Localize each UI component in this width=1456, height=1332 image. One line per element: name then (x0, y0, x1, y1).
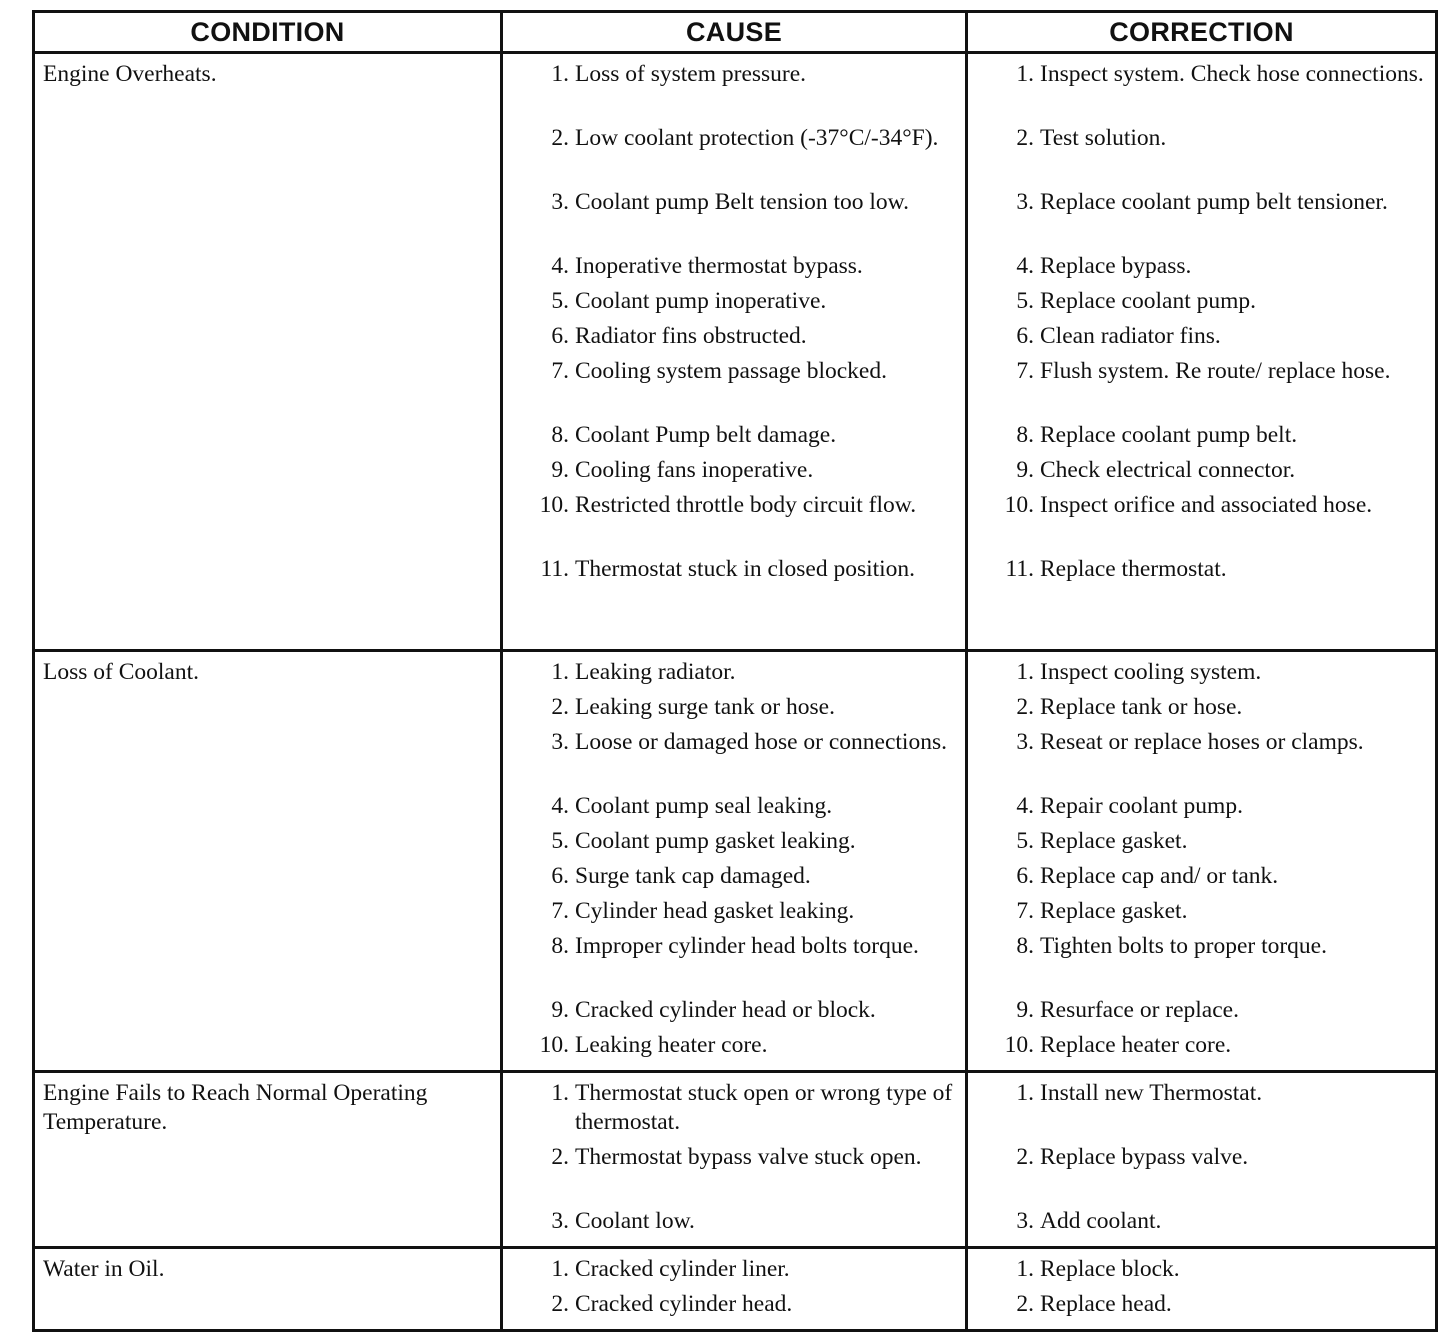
cause-item-text: Thermostat stuck in closed position. (575, 556, 916, 582)
cause-list (503, 652, 965, 1070)
cause-item (513, 1079, 957, 1143)
correction-item (978, 252, 1427, 287)
correction-list (968, 1249, 1435, 1329)
correction-item-number: 1. (1016, 61, 1034, 87)
cause-item-text: Low coolant protection (-37°C/-34°F). (575, 125, 939, 151)
correction-item-number: 1. (1016, 1256, 1034, 1282)
condition-cell: Engine Overheats. (34, 53, 502, 651)
header-row (34, 12, 1437, 53)
cause-item-text: Thermostat stuck open or wrong type of thermostat. (575, 1080, 953, 1135)
correction-item-text: Inspect system. Check hose connections. (1040, 61, 1424, 87)
cause-item-number: 2. (551, 1144, 569, 1170)
correction-item (978, 456, 1427, 491)
cause-item-number: 3. (551, 729, 569, 755)
cause-item-number: 1. (551, 1256, 569, 1282)
correction-item-number: 2. (1016, 125, 1034, 151)
correction-item (978, 555, 1427, 619)
cause-item-number: 6. (551, 863, 569, 889)
correction-item-number: 1. (1016, 659, 1034, 685)
cause-cell (502, 1072, 967, 1248)
table-row (34, 1248, 1437, 1331)
correction-item-text: Replace tank or hose. (1040, 694, 1243, 720)
correction-item-number: 7. (1016, 898, 1034, 924)
cause-item (513, 357, 957, 421)
cause-item-text: Restricted throttle body circuit flow. (575, 492, 917, 518)
cause-cell (502, 53, 967, 651)
diagnosis-chart (32, 10, 1435, 1332)
correction-item-text: Resurface or replace. (1040, 997, 1239, 1023)
correction-item-number: 4. (1016, 793, 1034, 819)
correction-item-number: 7. (1016, 358, 1034, 384)
correction-item-text: Test solution. (1040, 125, 1167, 151)
cause-item-number: 1. (551, 1080, 569, 1106)
correction-list (968, 652, 1435, 1070)
cause-item (513, 188, 957, 252)
condition-cell: Loss of Coolant. (34, 651, 502, 1072)
cause-item (513, 1290, 957, 1325)
correction-list (968, 1073, 1435, 1246)
cause-cell (502, 1248, 967, 1331)
cause-list (503, 1249, 965, 1329)
cause-item (513, 1207, 957, 1242)
correction-item-text: Inspect cooling system. (1040, 659, 1262, 685)
correction-item-text: Replace coolant pump belt. (1040, 422, 1298, 448)
correction-item-number: 2. (1016, 1291, 1034, 1317)
cause-item-number: 1. (551, 659, 569, 685)
cause-item (513, 1143, 957, 1207)
cause-item-number: 9. (551, 457, 569, 483)
cause-item-number: 10. (539, 492, 569, 518)
cause-item (513, 658, 957, 693)
correction-item (978, 862, 1427, 897)
correction-item-text: Install new Thermostat. (1040, 1080, 1263, 1106)
cause-cell (502, 651, 967, 1072)
cause-item-text: Coolant Pump belt damage. (575, 422, 837, 448)
cause-item-text: Loss of system pressure. (575, 61, 807, 87)
cause-item-text: Coolant pump Belt tension too low. (575, 189, 909, 215)
correction-item (978, 932, 1427, 996)
table-row (34, 53, 1437, 651)
correction-item (978, 1143, 1427, 1207)
cause-list (503, 1073, 965, 1246)
correction-item-number: 8. (1016, 933, 1034, 959)
correction-item-text: Replace bypass valve. (1040, 1144, 1249, 1170)
cause-item-number: 4. (551, 793, 569, 819)
correction-item (978, 827, 1427, 862)
table-row (34, 1072, 1437, 1248)
cause-item (513, 996, 957, 1031)
cause-item-text: Thermostat bypass valve stuck open. (575, 1144, 922, 1170)
correction-item-text: Replace bypass. (1040, 253, 1192, 279)
cause-item-number: 7. (551, 358, 569, 384)
correction-item (978, 1031, 1427, 1066)
correction-item-number: 5. (1016, 288, 1034, 314)
correction-item-text: Inspect orifice and associated hose. (1040, 492, 1373, 518)
cause-item-number: 1. (551, 61, 569, 87)
correction-item (978, 322, 1427, 357)
correction-cell (967, 1248, 1437, 1331)
correction-item-text: Replace coolant pump. (1040, 288, 1256, 314)
correction-item (978, 1290, 1427, 1325)
cause-item (513, 287, 957, 322)
correction-item-text: Replace block. (1040, 1256, 1180, 1282)
cause-item (513, 1031, 957, 1066)
correction-item (978, 491, 1427, 555)
cause-item-number: 2. (551, 125, 569, 151)
correction-item (978, 996, 1427, 1031)
correction-item (978, 287, 1427, 322)
correction-item-text: Replace head. (1040, 1291, 1172, 1317)
correction-item-text: Replace coolant pump belt tensioner. (1040, 189, 1388, 215)
correction-item-number: 4. (1016, 253, 1034, 279)
correction-item (978, 421, 1427, 456)
cause-item-number: 4. (551, 253, 569, 279)
cause-item-number: 10. (539, 1032, 569, 1058)
correction-item-text: Replace heater core. (1040, 1032, 1232, 1058)
correction-item-number: 1. (1016, 1080, 1034, 1106)
correction-item-text: Replace gasket. (1040, 898, 1188, 924)
correction-item-number: 6. (1016, 323, 1034, 349)
cause-item-text: Coolant pump gasket leaking. (575, 828, 856, 854)
cause-item-text: Surge tank cap damaged. (575, 863, 811, 889)
correction-item-text: Clean radiator fins. (1040, 323, 1221, 349)
cause-item (513, 60, 957, 124)
cause-item (513, 555, 957, 619)
cause-item (513, 862, 957, 897)
cause-list (503, 54, 965, 623)
cause-item (513, 792, 957, 827)
correction-item-text: Replace cap and/ or tank. (1040, 863, 1279, 889)
correction-item-text: Tighten bolts to proper torque. (1040, 933, 1327, 959)
cause-item (513, 456, 957, 491)
cause-item-text: Cracked cylinder head or block. (575, 997, 876, 1023)
cause-item-number: 5. (551, 288, 569, 314)
correction-item-text: Replace gasket. (1040, 828, 1188, 854)
cause-item (513, 827, 957, 862)
cause-item (513, 1255, 957, 1290)
cause-item-text: Cooling system passage blocked. (575, 358, 887, 384)
cause-item (513, 491, 957, 555)
correction-item-text: Replace thermostat. (1040, 556, 1227, 582)
cause-item-number: 9. (551, 997, 569, 1023)
cause-item-text: Cooling fans inoperative. (575, 457, 814, 483)
cause-item-text: Improper cylinder head bolts torque. (575, 933, 919, 959)
cause-item-number: 5. (551, 828, 569, 854)
cause-item-text: Coolant low. (575, 1208, 695, 1234)
cause-item-number: 6. (551, 323, 569, 349)
correction-item-number: 3. (1016, 729, 1034, 755)
correction-item (978, 188, 1427, 252)
correction-cell (967, 53, 1437, 651)
correction-cell (967, 1072, 1437, 1248)
cause-item (513, 124, 957, 188)
correction-item-number: 8. (1016, 422, 1034, 448)
correction-item-number: 11. (1005, 556, 1034, 582)
cause-item-number: 8. (551, 422, 569, 448)
cause-item-number: 3. (551, 1208, 569, 1234)
correction-item-number: 6. (1016, 863, 1034, 889)
correction-item-text: Add coolant. (1040, 1208, 1162, 1234)
cause-item-text: Cylinder head gasket leaking. (575, 898, 855, 924)
cause-header: CAUSE (502, 12, 967, 53)
correction-item (978, 1207, 1427, 1242)
correction-item (978, 658, 1427, 693)
correction-item (978, 124, 1427, 188)
correction-item-text: Check electrical connector. (1040, 457, 1296, 483)
condition-cell: Engine Fails to Reach Normal Operating Temperature. (34, 1072, 502, 1248)
correction-item (978, 728, 1427, 792)
condition-cell: Water in Oil. (34, 1248, 502, 1331)
cause-item (513, 252, 957, 287)
cause-item-number: 2. (551, 694, 569, 720)
correction-item (978, 897, 1427, 932)
correction-cell (967, 651, 1437, 1072)
correction-item (978, 792, 1427, 827)
correction-item (978, 1255, 1427, 1290)
cause-item (513, 421, 957, 456)
correction-item (978, 1079, 1427, 1143)
correction-list (968, 54, 1435, 623)
cause-item (513, 693, 957, 728)
cause-item (513, 932, 957, 996)
cause-item-number: 11. (540, 556, 569, 582)
cause-item-text: Cracked cylinder head. (575, 1291, 793, 1317)
cause-item (513, 322, 957, 357)
cause-item-text: Radiator fins obstructed. (575, 323, 807, 349)
cause-item-number: 2. (551, 1291, 569, 1317)
correction-item-text: Flush system. Re route/ replace hose. (1040, 358, 1391, 384)
cause-item-number: 8. (551, 933, 569, 959)
cause-item-text: Leaking radiator. (575, 659, 736, 685)
correction-item-text: Repair coolant pump. (1040, 793, 1243, 819)
cause-item-number: 7. (551, 898, 569, 924)
cause-item-text: Leaking heater core. (575, 1032, 768, 1058)
correction-item-number: 10. (1004, 1032, 1034, 1058)
correction-item (978, 693, 1427, 728)
diagnosis-table (32, 10, 1438, 1332)
correction-header: CORRECTION (967, 12, 1437, 53)
correction-item-number: 5. (1016, 828, 1034, 854)
correction-item-number: 2. (1016, 694, 1034, 720)
cause-item-text: Coolant pump seal leaking. (575, 793, 833, 819)
cause-item-text: Inoperative thermostat bypass. (575, 253, 863, 279)
correction-item-number: 9. (1016, 457, 1034, 483)
cause-item-number: 3. (551, 189, 569, 215)
correction-item-number: 2. (1016, 1144, 1034, 1170)
correction-item (978, 357, 1427, 421)
cause-item-text: Leaking surge tank or hose. (575, 694, 835, 720)
table-row (34, 651, 1437, 1072)
correction-item-number: 3. (1016, 189, 1034, 215)
cause-item-text: Coolant pump inoperative. (575, 288, 827, 314)
cause-item-text: Loose or damaged hose or connections. (575, 729, 947, 755)
table-body (34, 53, 1437, 1331)
cause-item (513, 897, 957, 932)
correction-item-number: 9. (1016, 997, 1034, 1023)
correction-item-text: Reseat or replace hoses or clamps. (1040, 729, 1364, 755)
cause-item (513, 728, 957, 792)
correction-item-number: 3. (1016, 1208, 1034, 1234)
correction-item-number: 10. (1004, 492, 1034, 518)
correction-item (978, 60, 1427, 124)
cause-item-text: Cracked cylinder liner. (575, 1256, 790, 1282)
condition-header: CONDITION (34, 12, 502, 53)
